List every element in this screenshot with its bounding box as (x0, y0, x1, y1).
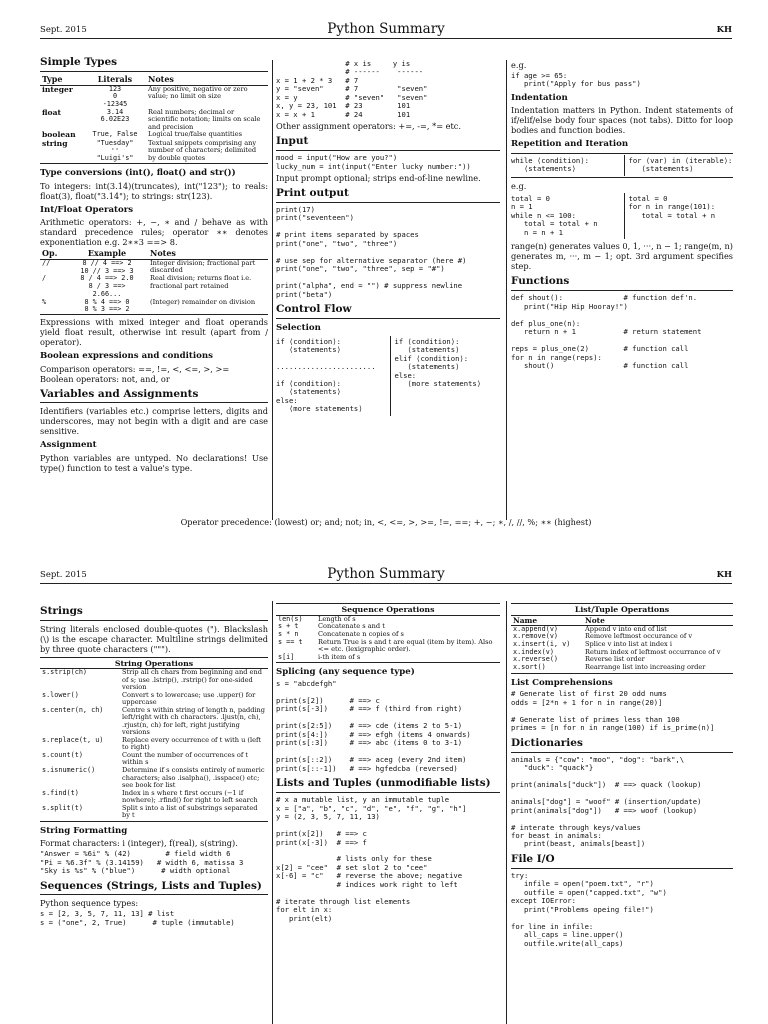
heading-repetition: Repetition and Iteration (511, 139, 629, 150)
table-row: float 3.14 6.02E23 Real numbers; decimal or scientific notation; limits on scale and precision (42, 107, 261, 131)
table-row: s.find(t) Index in s where t first occurs (−1 if nowhere); .rfind() for right to left search (42, 788, 258, 805)
section-variables: Variables and Assignments (40, 388, 268, 404)
other-assignment-text: Other assignment operators: +=, -=, *= etc. (276, 121, 461, 132)
operators-table (40, 249, 268, 315)
page-header (40, 565, 732, 584)
table-row: len(s) Length of s (278, 614, 356, 623)
table-row: x.sort() Rearrange list into increasing order (513, 663, 706, 672)
column-divider (272, 601, 273, 1024)
column-2 (276, 58, 500, 528)
sequence-operations (276, 603, 500, 663)
table-row: string "Tuesday" '' "Luigi's" Textual snippets comprising any number of characters; delimited by double quotes (40, 140, 268, 164)
table-row: s.replace(t, u) Replace every occurrence of t with u (left to right) (42, 735, 262, 752)
seq-ops-title: Sequence Operations (276, 605, 500, 616)
column-3 (511, 601, 733, 1024)
header-title: Python Summary (327, 20, 445, 37)
list-operations (511, 603, 733, 674)
table-row: // 8 // 4 ==> 2 10 // 3 ==> 3 Integer division; fractional part discarded (42, 258, 256, 275)
heading-string-formatting: String Formatting (40, 825, 128, 836)
formatting-code: "Answer = %6i" % (42) # field width 6 "Pi = %6.3f" % (3.14159) # width 6, matissa 3 "Sky is %s" % ("blue") # width optional (40, 849, 244, 876)
table-row: s.lower() Convert s to lowercase; use .upper() for uppercase (42, 690, 256, 707)
table-row: s.isnumeric() Determine if s consists entirely of numeric characters; also .isalpha(), .isspace() etc; see book for list (42, 766, 265, 790)
heading-indentation: Indentation (511, 92, 568, 103)
range-text: range(n) generates values 0, 1, ···, n − 1; range(m, n) generates m, ···, m − 1; opt. 3rd argument specifies step. (511, 241, 733, 272)
heading-int-float-operators: Int/Float Operators (40, 204, 134, 215)
column-3 (511, 58, 733, 528)
eg-label: e.g. (511, 60, 527, 70)
for-syntax: for ⟨var⟩ in ⟨iterable⟩: ⟨statements⟩ (628, 155, 733, 174)
operator-precedence: Operator precedence: (lowest) or; and; not; in, <, <=, >, >=, !=, ==; +, −; ∗, /, //, %; ∗∗ (highest) (180, 517, 592, 527)
type-conversions-text: To integers: int(3.14)(truncates), int("123"); to reals: float(3), float("3.14"); to strings: str(123). (40, 180, 268, 201)
section-sequences: Sequences (Strings, Lists and Tuples) (40, 880, 268, 896)
string-operations (40, 657, 268, 822)
list-ops-table (511, 616, 733, 672)
heading-list-comprehensions: List Comprehensions (511, 677, 613, 688)
string-ops-title: String Operations (40, 659, 268, 670)
table-row: s * n Concatenate n copies of s (278, 629, 404, 638)
boolean-text: Comparison operators: ==, !=, <, <=, >, >= Boolean operators: not, and, or (40, 363, 230, 384)
col-notes: Notes (146, 75, 268, 85)
column-1 (40, 52, 268, 522)
variables-text: Identifiers (variables etc.) comprise letters, digits and underscores, may not begin with a digit and are case sensitive. (40, 406, 268, 437)
mixed-expressions-text: Expressions with mixed integer and float operands yield float result, otherwise int result (apart from / operator). (40, 317, 268, 348)
seq-ops-table (276, 616, 500, 662)
loop-examples (511, 193, 733, 239)
col-notes: Notes (148, 249, 268, 259)
for-example: total = 0 for n in range(101): total = total + n (628, 193, 716, 220)
selection-examples (276, 336, 500, 416)
lists-code: # x a mutable list, y an immutable tuple x = ["a", "b", "c", "d", "e", "f", "g", "h"] y = (2, 3, 5, 7, 11, 13) print(x[2]) # ==> c print(x[-3]) # ==> f # lists only for these x[2] = "cee" # set slot 2 to "cee" x[-6] = "c" # reverse the above; negative # indices work right to left # iterate through list elements for elt in x: print(elt) (276, 795, 467, 923)
page-header (40, 20, 732, 39)
col-op: Op. (40, 249, 66, 259)
section-control-flow: Control Flow (276, 303, 500, 319)
heading-boolean-expressions: Boolean expressions and conditions (40, 351, 213, 362)
table-row: % 8 % 4 ==> 0 8 % 3 ==> 2 (Integer) remainder on division (40, 299, 268, 315)
file-io-code: try: infile = open("poem.txt", "r") outfile = open("capped.txt", "w") except IOError: print("Problems opeing file!") for line in infile: all_caps = line.upper() outfile.write(all_caps) (511, 870, 667, 948)
section-input: Input (276, 135, 500, 151)
table-row: s[i] i-th item of s (278, 652, 361, 661)
column-divider (506, 60, 507, 520)
formatting-text: Format characters: i (integer), f(real), s(string). (40, 838, 238, 849)
table-row: integer 123 0 -12345 Any positive, negative or zero value; no limit on size (42, 84, 248, 109)
table-row: x.index(v) Return index of leftmost occurrance of v (513, 647, 721, 656)
column-2 (276, 601, 500, 1024)
table-row: s.strip(ch) Strip all ch chars from beginning and end of s; use .lstrip(), .rstrip() for one-sided version (42, 668, 262, 692)
while-syntax: while ⟨condition⟩: ⟨statements⟩ (511, 155, 589, 174)
table-row: s.center(n, ch) Centre s within string of length n, padding left/right with ch characters. .ljust(n, ch), .rjust(n, ch) for left, right justifying versions (42, 705, 266, 737)
table-row: s == t Return True is s and t are equal (item by item). Also <= etc. (lexigraphic order). (278, 637, 493, 654)
table-row: x.remove(v) Remove leftmost occurance of v (513, 632, 693, 641)
section-strings: Strings (40, 605, 268, 621)
header-logo: KH (716, 24, 732, 35)
page-2 (0, 545, 768, 1024)
if-example-code: if age >= 65: print("Apply for bus pass") (511, 71, 641, 89)
assignment-code: # x is y is # ------ ------ x = 1 + 2 * 3 # 7 y = "seven" # 7 "seven" x = y # "seven" "seven" x, y = 23, 101 # 23 101 x = x + 1 # 24 101 (276, 59, 428, 119)
heading-selection: Selection (276, 323, 321, 334)
section-simple-types: Simple Types (40, 56, 268, 72)
indentation-text: Indentation matters in Python. Indent statements of if/elif/else body four spaces (not tabs). Ditto for loop bodies and function bodies. (511, 105, 733, 136)
table-row: / 8 / 4 ==> 2.0 8 / 3 ==> 2.66... Real division; returns float i.e. fractional part retained (42, 274, 252, 298)
section-functions: Functions (511, 275, 733, 291)
if-else-code: if ⟨condition⟩: ⟨statements⟩ ....................... if ⟨condition⟩: ⟨statements⟩ else: ⟨more statements⟩ (276, 336, 376, 414)
loop-syntax (511, 153, 733, 178)
table-row: x.reverse() Reverse list order (513, 655, 645, 664)
table-row: s.count(t) Count the number of occurrences of t within s (42, 750, 249, 767)
functions-code: def shout(): # function def'n. print("Hip Hip Hooray!") def plus_one(n): return n + 1 # return statement reps = plus_one(2) # function call for n in range(reps): shout() # function call (511, 293, 702, 370)
heading-splicing: Splicing (any sequence type) (276, 667, 415, 678)
column-divider (506, 601, 507, 1024)
dictionaries-code: animals = {"cow": "moo", "dog": "bark",\ "duck": "quack"} print(animals["duck"]) # ==> quack (lookup) animals["dog"] = "woof" # (insertion/update) print(animals["dog"]) # ==> woof (lookup) # interate through keys/values for beast in animals: print(beast, animals[beast]) (511, 754, 702, 849)
header-title: Python Summary (327, 565, 445, 582)
strings-text: String literals enclosed double-quotes ("). Blackslash (\) is the escape character. Multiline strings delimited by three quote characters ("""). (40, 623, 268, 654)
assignment-text: Python variables are untyped. No declarations! Use type() function to test a value's type. (40, 452, 268, 473)
while-example: total = 0 n = 1 while n <= 100: total = total + n n = n + 1 (511, 193, 598, 237)
col-example: Example (66, 249, 148, 259)
heading-type-conversions: Type conversions (int(), float() and str()) (40, 168, 236, 179)
section-print-output: Print output (276, 187, 500, 203)
col-note: Note (583, 616, 733, 626)
section-lists-tuples: Lists and Tuples (unmodifiable lists) (276, 777, 500, 793)
if-elif-code: if ⟨condition⟩: ⟨statements⟩ elif ⟨condition⟩: ⟨statements⟩ else: ⟨more statements⟩ (394, 336, 482, 388)
eg-label-2: e.g. (511, 180, 527, 191)
header-logo: KH (716, 569, 732, 580)
print-code: print(17) print("seventeen") # print items separated by spaces print("one", "two", "three") # use sep for alternative separator (here #) print("one", "two", "three", sep = "#") print("alpha", end = "") # suppress newline print("beta") (276, 204, 467, 299)
input-text: Input prompt optional; strips end-of-line newline. (276, 173, 481, 184)
comprehensions-code: # Generate list of first 20 odd nums odds = [2*n + 1 for n in range(20)] # Generate list of primes less than 100 primes = [n for n in range(100) if is_prime(n)] (511, 689, 715, 733)
simple-types-table (40, 75, 268, 164)
input-code: mood = input("How are you?") lucky_num = int(input("Enter lucky number:")) (276, 153, 471, 171)
header-date: Sept. 2015 (40, 569, 87, 580)
col-name: Name (511, 616, 583, 626)
heading-assignment: Assignment (40, 440, 97, 451)
table-row: x.insert(i, v) Splice v into list at index i (513, 640, 672, 648)
header-date: Sept. 2015 (40, 24, 87, 35)
table-row: s + t Concatenate s and t (278, 622, 385, 631)
table-row: s.split(t) Split s into a list of substrings separated by t (42, 803, 258, 820)
col-literals: Literals (84, 75, 146, 85)
splicing-code: s = "abcdefgh" print(s[2]) # ==> c print(s[-3]) # ==> f (third from right) print(s[2:5]) # ==> cde (items 2 to 5-1) print(s[4:]) # ==> efgh (items 4 onwards) print(s[:3]) # ==> abc (items 0 to 3-1) print(s[::2]) # ==> aceg (every 2nd item) print(s[::-1]) # ==> hgfedcba (reversed) (276, 678, 471, 773)
int-float-text: Arithmetic operators: +, −, ∗ and / behave as with standard precedence rules; operator ∗∗ denotes exponentiation e.g. 2∗∗3 ==> 8. (40, 217, 268, 248)
sequences-text: Python sequence types: (40, 898, 139, 909)
col-type: Type (40, 75, 84, 85)
column-divider (272, 60, 273, 520)
string-ops-table (40, 669, 268, 819)
list-ops-title: List/Tuple Operations (511, 605, 733, 616)
table-row: boolean True, False Logical true/false quantities (42, 130, 242, 140)
sequences-code: s = [2, 3, 5, 7, 11, 13] # list s = ("one", 2, True) # tuple (immutable) (40, 909, 235, 927)
column-1 (40, 601, 268, 1024)
section-dictionaries: Dictionaries (511, 737, 733, 753)
table-row: x.append(v) Append v into end of list (513, 624, 667, 633)
section-file-io: File I/O (511, 853, 733, 869)
